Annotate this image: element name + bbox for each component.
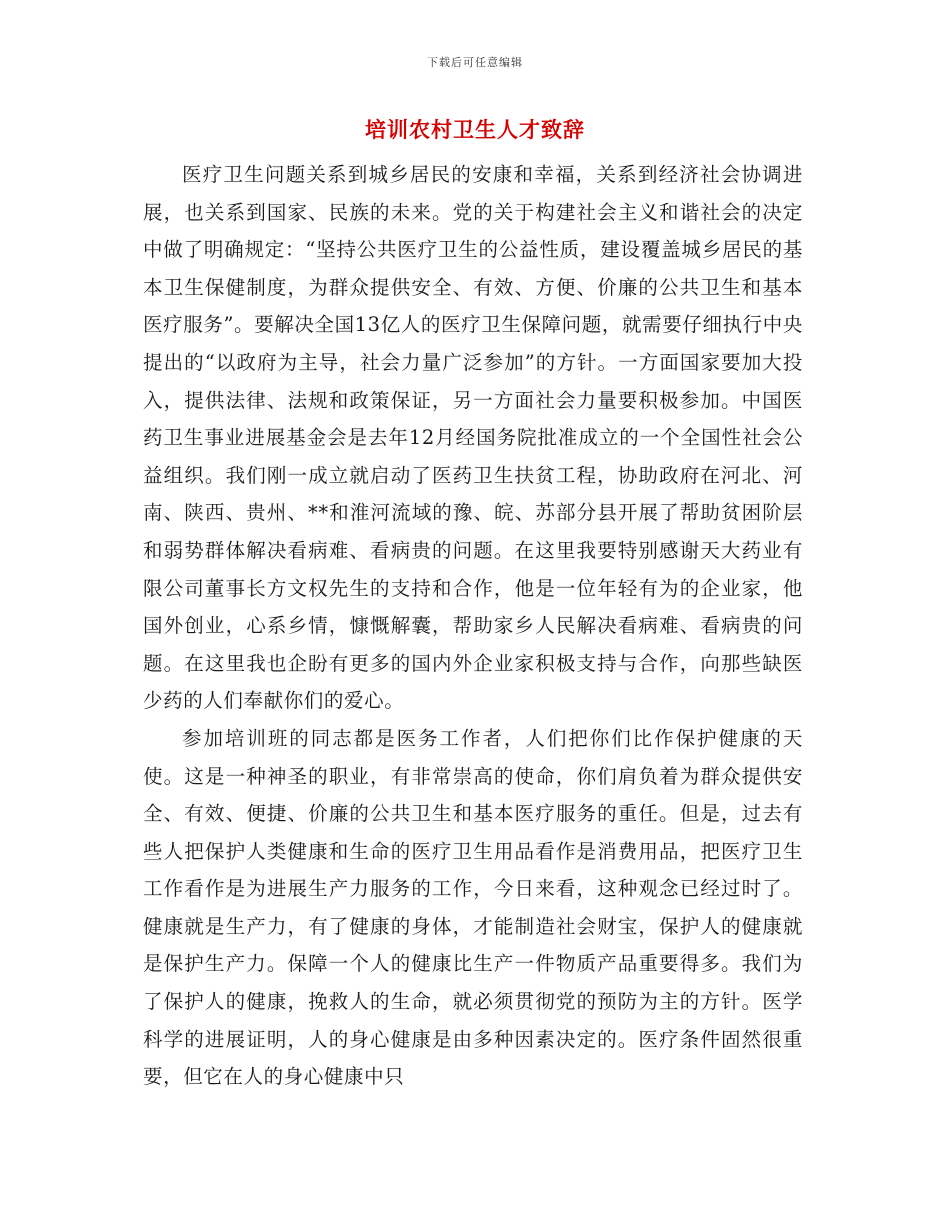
paragraph-1: 医疗卫生问题关系到城乡居民的安康和幸福，关系到经济社会协调进展，也关系到国家、民族的未来。党的关于构建社会主义和谐社会的决定中做了明确规定：“坚持公共医疗卫生的公益性质，建设覆盖城乡居民的基本卫生保健制度，为群众提供安全、有效、方便、价廉的公共卫生和基本医疗服务”。要解决全国13亿人的医疗卫生保障问题，就需要仔细执行中央提出的“以政府为主导，社会力量广泛参加”的方针。一方面国家要加大投入，提供法律、法规和政策保证，另一方面社会力量要积极参加。中国医药卫生事业进展基金会是去年12月经国务院批准成立的一个全国性社会公益组织。我们刚一成立就启动了医药卫生扶贫工程，协助政府在河北、河南、陕西、贵州、**和淮河流域的豫、皖、苏部分县开展了帮助贫困阶层和弱势群体解决看病难、看病贵的问题。在这里我要特别感谢天大药业有限公司董事长方文权先生的支持和合作，他是一位年轻有为的企业家，他国外创业，心系乡情，慷慨解囊，帮助家乡人民解决看病难、看病贵的问题。在这里我也企盼有更多的国内外企业家积极支持与合作，向那些缺医少药的人们奉献你们的爱心。 xyxy=(143,163,803,713)
document-title: 培训农村卫生人才致辞 xyxy=(365,117,585,142)
document-body xyxy=(143,156,803,1096)
header-note: 下载后可任意编辑 xyxy=(427,56,523,69)
paragraph-2: 参加培训班的同志都是医务工作者，人们把你们比作保护健康的天使。这是一种神圣的职业，有非常崇高的使命，你们肩负着为群众提供安全、有效、便捷、价廉的公共卫生和基本医疗服务的重任。但是，过去有些人把保护人类健康和生命的医疗卫生用品看作是消费用品，把医疗卫生工作看作是为进展生产力服务的工作，今日来看，这种观念已经过时了。健康就是生产力，有了健康的身体，才能制造社会财宝，保护人的健康就是保护生产力。保障一个人的健康比生产一件物质产品重要得多。我们为了保护人的健康，挽救人的生命，就必须贯彻党的预防为主的方针。医学科学的进展证明，人的身心健康是由多种因素决定的。医疗条件固然很重要，但它在人的身心健康中只 xyxy=(143,726,803,1089)
